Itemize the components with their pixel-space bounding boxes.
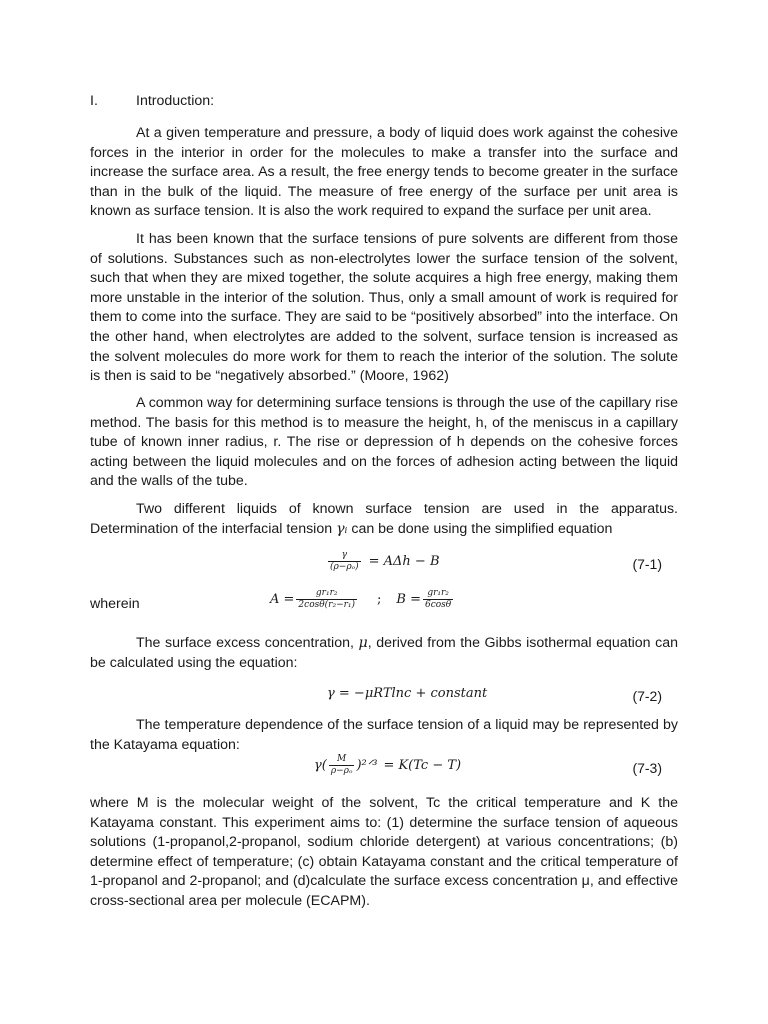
equation-7-1 (90, 550, 678, 580)
equation-number: (7-2) (632, 688, 662, 704)
paragraph-solutions: It has been known that the surface tensions of pure solvents are different from those of solutions. Substances such as non-electrolytes lower the surface tension of the solvent, such that when they are mixed together, the solute acquires a high free energy, making them more unstable in the interior of the solution. Thus, only a small amount of work is required for them to come into the surface. They are said to be “positively absorbed” into the interface. On the other hand, when electrolytes are added to the solvent, surface tension is increased as the solvent molecules do more work for them to reach the interior of the solution. The solute is then is said to be “negatively absorbed.” (Moore, 1962) (90, 231, 678, 385)
fraction-denominator: (ρ−ρₒ) (330, 562, 359, 572)
equation-definitions (90, 588, 678, 618)
text-run: can be done using the simplified equation (347, 520, 613, 537)
equation-lhs-prefix: γ( (314, 758, 327, 773)
equation-rhs: = AΔh − B (368, 554, 440, 569)
wherein-label: wherein (90, 596, 140, 612)
paragraph-interfacial-tension (90, 500, 678, 539)
fraction-numerator: gr₁r₂ (427, 588, 449, 598)
paragraph-objectives: where M is the molecular weight of the solvent, Tc the critical temperature and K the Katayama constant. This experiment aims to: (1) determine the surface tension of aqueous solutions (1-propanol,2-propanol, sodium chloride detergent) at various concentrations; (b) determine effect of temperature; (c) obtain Katayama constant and the critical temperature of 1-propanol and 2-propanol; and (d)calculate the surface excess concentration μ, and effective cross-sectional area per molecule (ECAPM). (90, 795, 678, 909)
fraction-numerator: M (337, 754, 347, 764)
equation-7-1-body (326, 550, 440, 573)
fraction-numerator: gr₁r₂ (315, 588, 338, 598)
paragraph-katayama: The temperature dependence of the surface tension of a liquid may be represented by the Katayama equation: (90, 717, 678, 753)
section-title: Introduction: (136, 93, 215, 109)
equation-fraction (329, 754, 355, 777)
mu-symbol: μ (358, 635, 368, 651)
equation-7-2-body (327, 686, 487, 701)
section-heading (90, 92, 214, 111)
text-run: The surface excess concentration, (136, 635, 359, 651)
text-run: Two different liquids of known surface tension are used in the apparatus. Determination of the interfacial tension (90, 501, 678, 537)
definition-a-lhs: A = (270, 592, 295, 607)
definition-a-fraction (296, 588, 357, 611)
fraction-denominator: ρ−ρₒ (330, 766, 353, 776)
definition-b-lhs: B = (396, 592, 421, 607)
fraction-denominator: 2cosθ(r₂−r₁) (298, 600, 356, 610)
paragraph-capillary-method: A common way for determining surface tensions is through the use of the capillary rise method. The basis for this method is to measure the height, h, of the meniscus in a capillary tube of known inner radius, r. The rise or depression of h depends on the cohesive forces acting between the liquid molecules and on the forces of adhesion acting between the liquid and the walls of the tube. (90, 395, 678, 490)
equation-fraction (328, 550, 361, 573)
equation-number: (7-1) (632, 556, 662, 572)
equation-text: γ = −μRTlnc + constant (327, 686, 488, 701)
fraction-numerator: γ (341, 550, 347, 560)
definition-a (270, 588, 455, 611)
paragraph-surface-excess (90, 634, 678, 673)
equation-number: (7-3) (632, 760, 662, 776)
definition-b-fraction (423, 588, 453, 611)
fraction-denominator: 6cosθ (425, 600, 452, 610)
equation-7-3 (90, 754, 678, 784)
gamma-i-symbol: γᵢ (336, 520, 348, 537)
section-number: I. (90, 93, 98, 109)
equation-rhs: = K(Tc − T) (383, 758, 462, 773)
separator: ; (377, 592, 382, 607)
text-run: , derived from the Gibbs isothermal equation can be calculated using the equation: (90, 635, 678, 671)
paragraph-intro: At a given temperature and pressure, a body of liquid does work against the cohesive forces in the interior in order for the molecules to make a transfer into the surface and increase the surface area. As a result, the free energy tends to become greater in the surface than in the bulk of the liquid. The measure of free energy of the surface per unit area is known as surface tension. It is also the work required to expand the surface per unit area. (90, 125, 678, 220)
equation-7-2 (90, 682, 678, 712)
equation-7-3-body (314, 754, 461, 777)
equation-lhs-exponent: )²ᐟ³ (356, 758, 378, 773)
